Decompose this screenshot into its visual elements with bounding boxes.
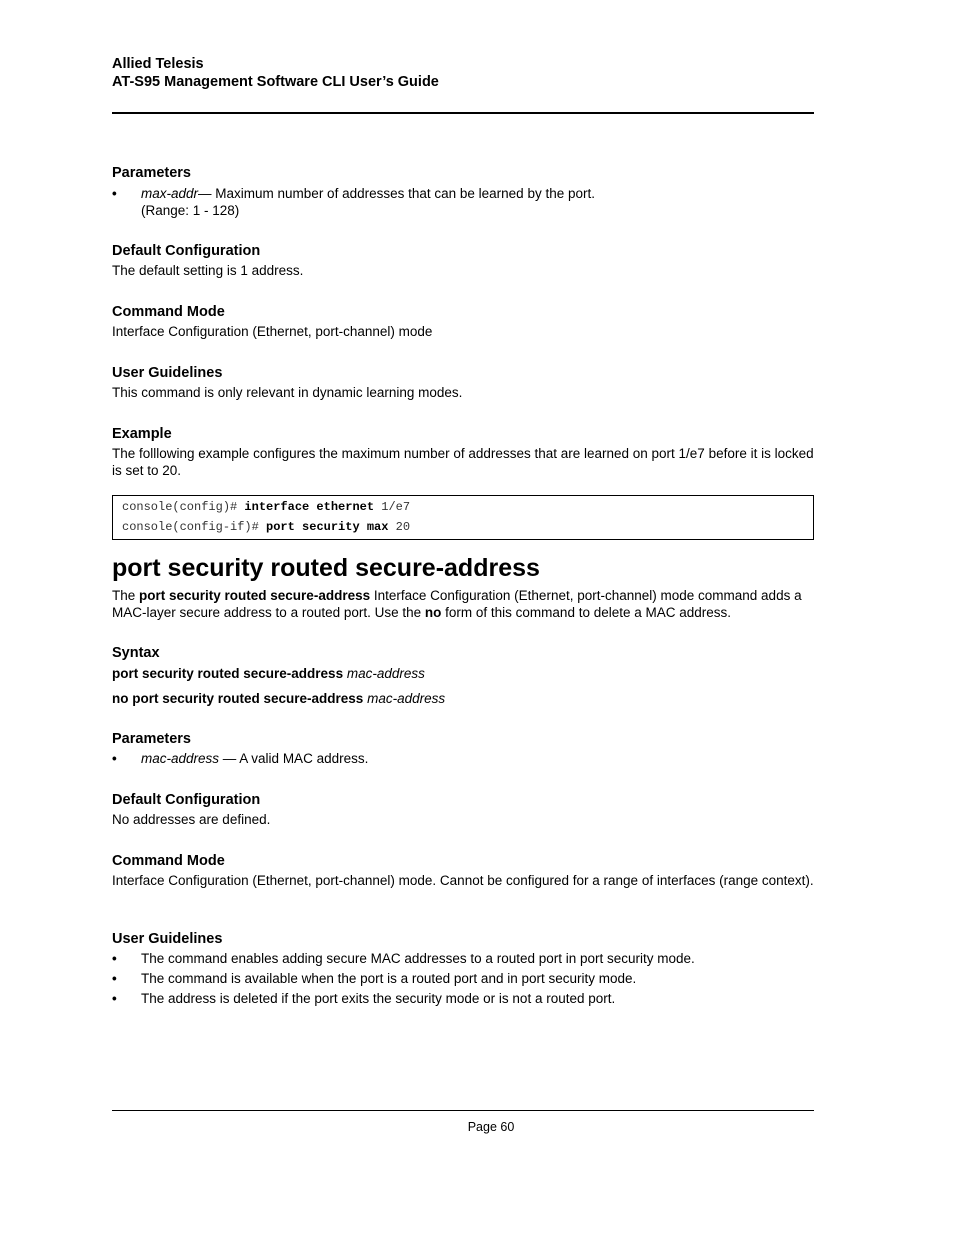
syntax-argument: mac-address [367, 691, 446, 706]
guideline-text: The command enables adding secure MAC addresses to a routed port in port security mode. [141, 951, 695, 966]
code-line [122, 500, 410, 515]
bullet-icon: • [112, 186, 117, 201]
user-guidelines-text: This command is only relevant in dynamic learning modes. [112, 385, 463, 400]
guideline-item [112, 970, 814, 987]
default-config-heading: Default Configuration [112, 243, 261, 259]
code-prompt: console(config-if)# [122, 520, 267, 534]
parameter-item [112, 750, 814, 767]
syntax-argument: mac-address [346, 666, 425, 681]
code-line [122, 520, 410, 535]
code-command: interface ethernet [244, 500, 375, 514]
code-command: port security max [266, 520, 389, 534]
intro-command: port security routed secure-address [139, 588, 371, 603]
command-mode-heading: Command Mode [112, 304, 225, 320]
code-example [112, 495, 814, 540]
syntax-line [112, 665, 814, 682]
parameters-heading: Parameters [112, 165, 191, 181]
syntax-command: port security routed secure-address [112, 666, 344, 681]
syntax-heading: Syntax [112, 645, 160, 661]
command-mode-text: Interface Configuration (Ethernet, port-channel) mode [112, 324, 433, 339]
page-header [112, 55, 814, 114]
user-guidelines-heading: User Guidelines [112, 365, 223, 381]
guide-title: AT-S95 Management Software CLI User’s Guide [112, 74, 439, 90]
parameter-description: — Maximum number of addresses that can be learned by the port. [198, 186, 595, 201]
footer-divider [112, 1110, 814, 1111]
parameter-item [112, 185, 814, 219]
guideline-text: The command is available when the port is a routed port and in port security mode. [141, 971, 637, 986]
code-argument: 1/e7 [374, 500, 411, 514]
guideline-item [112, 990, 814, 1007]
bullet-icon: • [112, 951, 117, 966]
code-argument: 20 [388, 520, 411, 534]
command-mode-text: Interface Configuration (Ethernet, port-channel) mode. Cannot be configured for a range of interfaces (range context). [112, 873, 814, 888]
page-number: Page 60 [467, 1120, 515, 1134]
command-mode-heading: Command Mode [112, 853, 225, 869]
user-guidelines-heading: User Guidelines [112, 931, 223, 947]
parameter-description: — A valid MAC address. [219, 751, 369, 766]
section-intro: The port security routed secure-address Interface Configuration (Ethernet, port-channel) mode command adds a MAC-layer secure address to a routed port. Use the no form of this command to delete a MAC address. [112, 588, 802, 620]
bullet-icon: • [112, 991, 117, 1006]
code-prompt: console(config)# [122, 500, 245, 514]
bullet-icon: • [112, 751, 117, 766]
syntax-line [112, 690, 814, 707]
company-name: Allied Telesis [112, 56, 204, 72]
parameter-name: mac-address [141, 751, 220, 766]
parameter-range: (Range: 1 - 128) [141, 203, 240, 218]
default-config-text: The default setting is 1 address. [112, 263, 304, 278]
guideline-text: The address is deleted if the port exits the security mode or is not a routed port. [141, 991, 616, 1006]
intro-no: no [424, 605, 442, 620]
default-config-text: No addresses are defined. [112, 812, 271, 827]
default-config-heading: Default Configuration [112, 792, 261, 808]
bullet-icon: • [112, 971, 117, 986]
guideline-item [112, 950, 814, 967]
parameter-name: max-addr [141, 186, 199, 201]
parameters-heading: Parameters [112, 731, 191, 747]
syntax-command: no port security routed secure-address [112, 691, 364, 706]
example-heading: Example [112, 426, 172, 442]
section-title: port security routed secure-address [112, 554, 540, 582]
example-text: The folllowing example configures the maximum number of addresses that are learned on port 1/e7 before it is locked is set to 20. [112, 446, 814, 478]
